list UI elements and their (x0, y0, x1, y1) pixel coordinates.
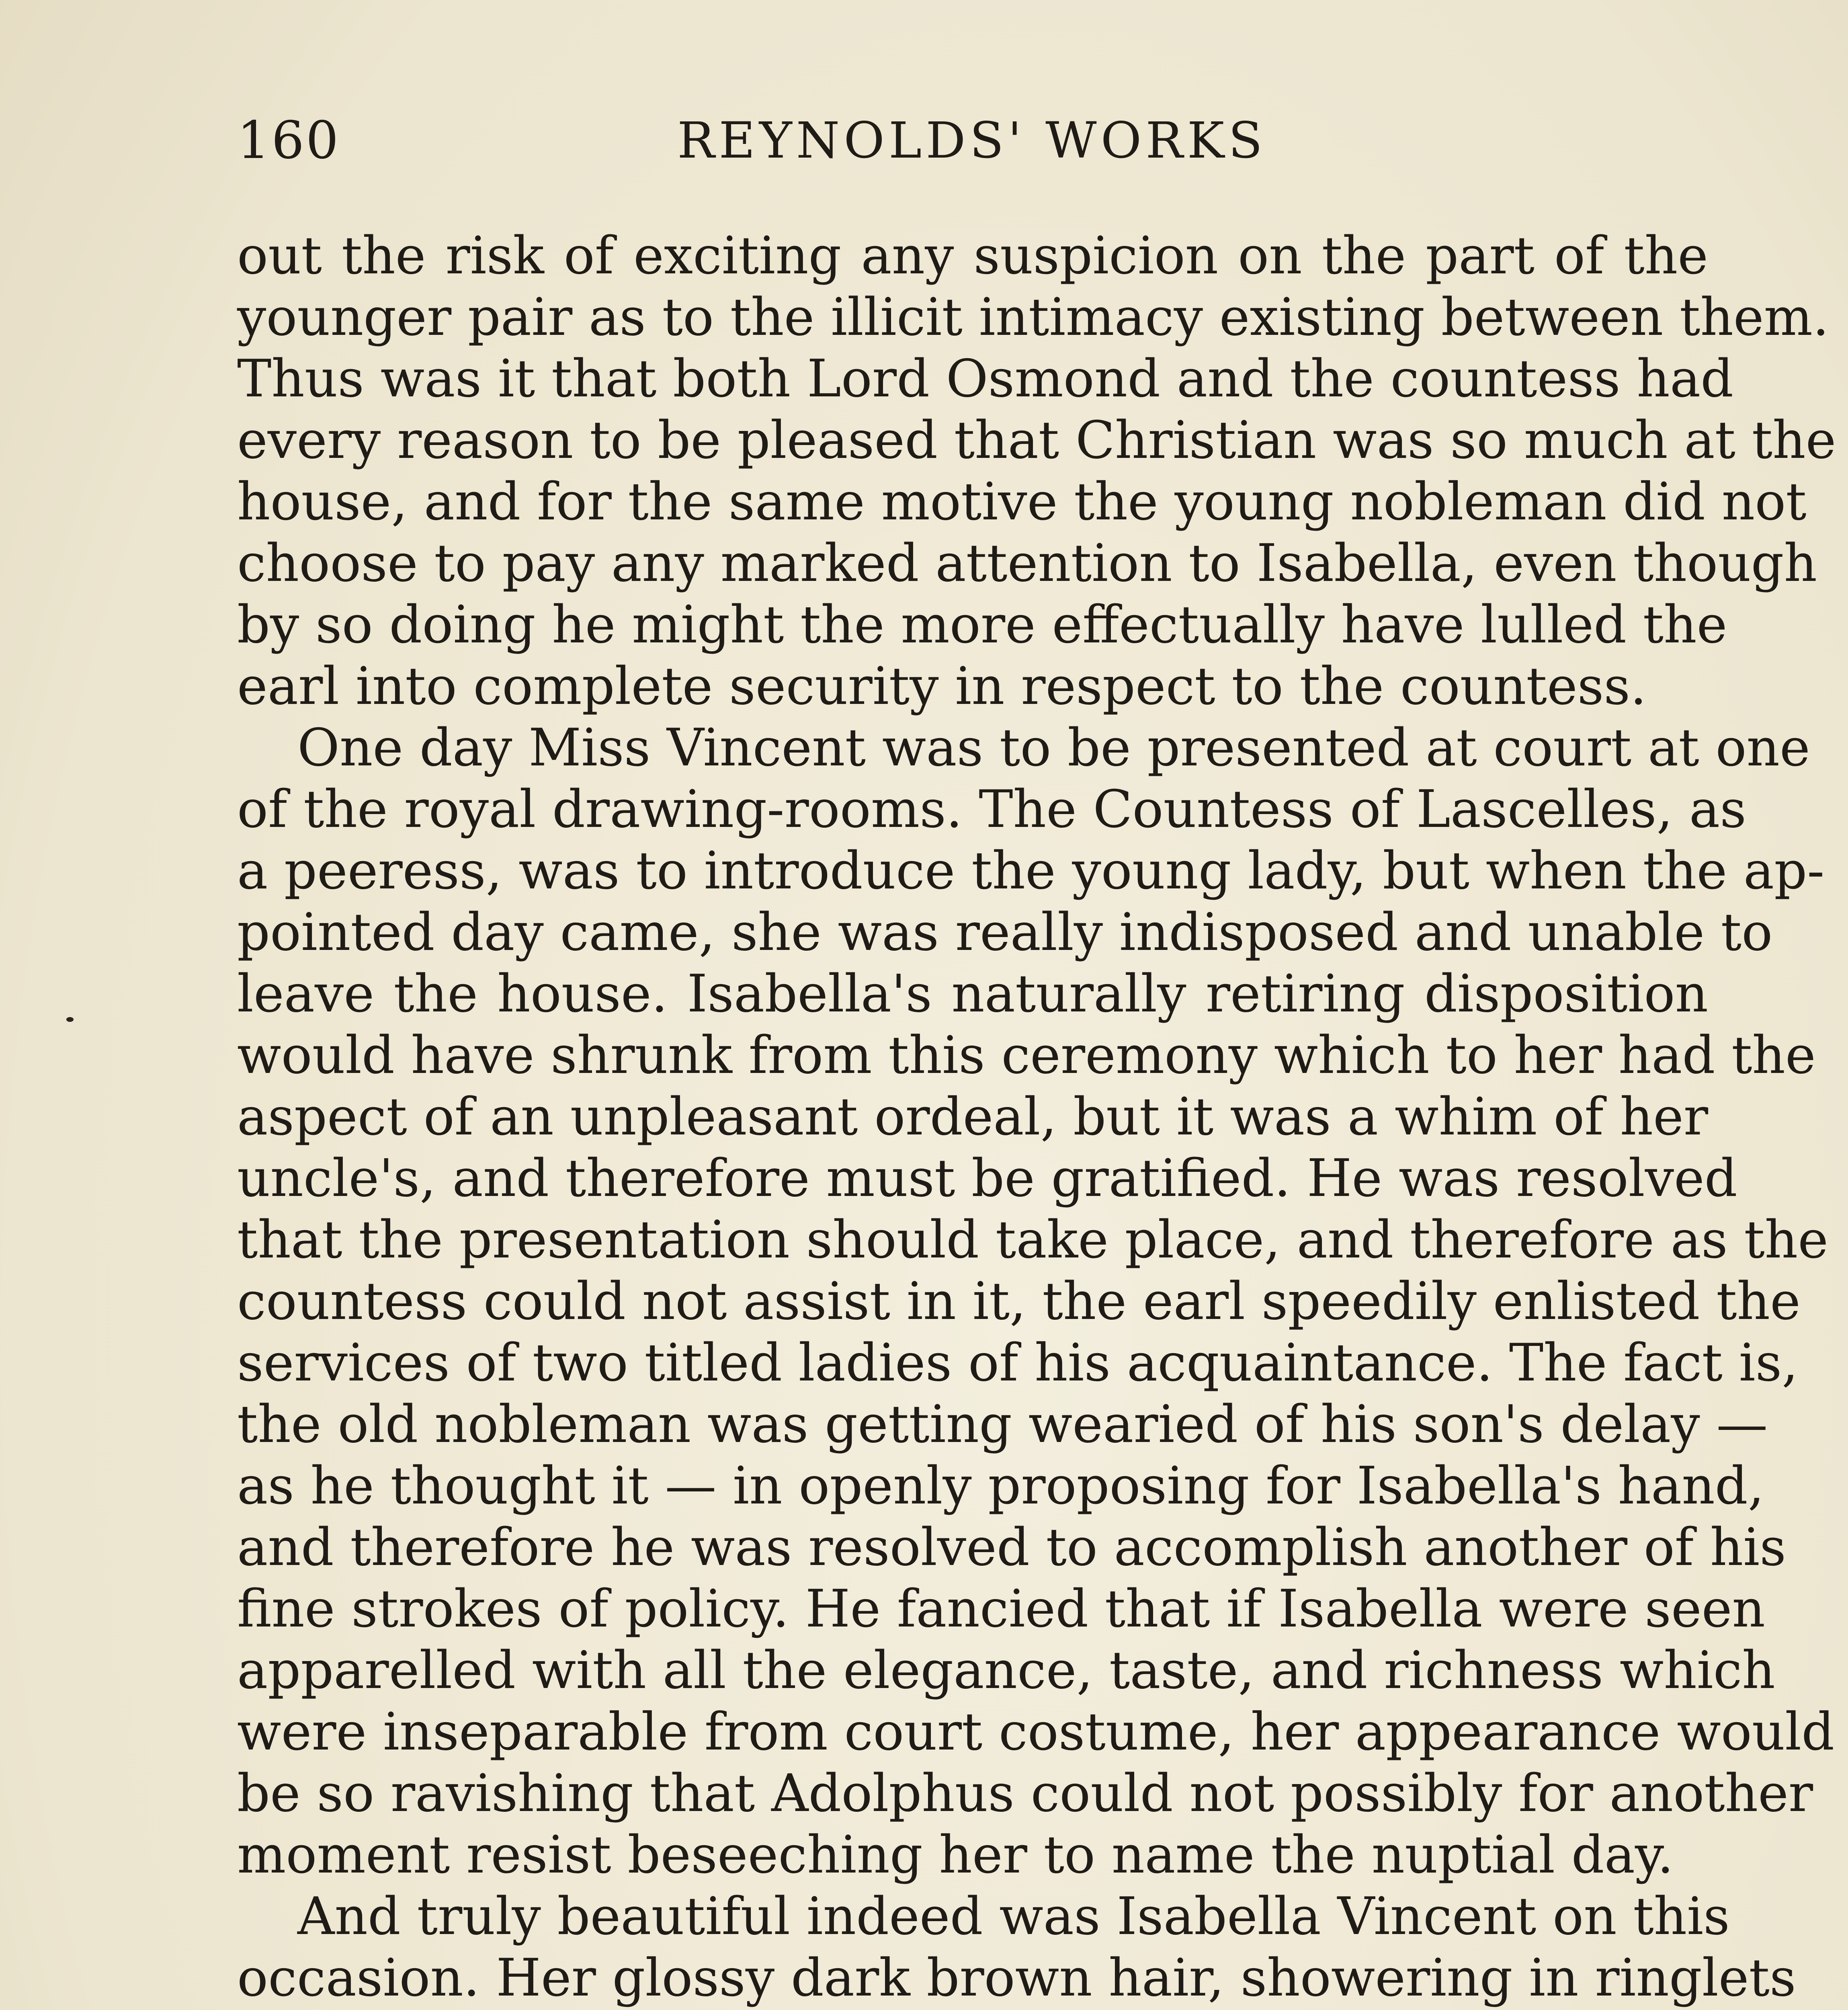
text-line: Thus was it that both Lord Osmond and the countess had (237, 349, 1734, 409)
text-line: the old nobleman was getting wearied of his son's delay — (237, 1395, 1768, 1454)
text-line: of the royal drawing-rooms. The Countess of Lascelles, as (237, 779, 1746, 839)
text-line: One day Miss Vincent was to be presented at court at one (297, 718, 1810, 778)
text-line: a peeress, was to introduce the young lady, but when the ap- (237, 841, 1825, 901)
text-line: countess could not assist in it, the earl speedily enlisted the (237, 1272, 1801, 1331)
text-line: earl into complete security in respect to the countess. (237, 656, 1647, 716)
text-line: were inseparable from court costume, her appearance would (237, 1702, 1835, 1762)
page-header (237, 109, 1708, 173)
text-line: be so ravishing that Adolphus could not possibly for another (237, 1764, 1813, 1823)
text-line: house, and for the same motive the young nobleman did not (237, 472, 1807, 532)
text-line: choose to pay any marked attention to Isabella, even though (237, 533, 1817, 593)
text-line: and therefore he was resolved to accomplish another of his (237, 1518, 1786, 1577)
text-line: would have shrunk from this ceremony which to her had the (237, 1026, 1816, 1085)
text-line: moment resist beseeching her to name the nuptial day. (237, 1825, 1674, 1885)
running-title: REYNOLDS' WORKS (677, 112, 1267, 170)
text-line: apparelled with all the elegance, taste, and richness which (237, 1641, 1775, 1700)
text-line: And truly beautiful indeed was Isabella Vincent on this (297, 1887, 1730, 1946)
text-line: out the risk of exciting any suspicion on the part of the (237, 226, 1708, 286)
text-line: as he thought it — in openly proposing for Isabella's hand, (237, 1456, 1764, 1516)
text-line: occasion. Her glossy dark brown hair, showering in ringlets (237, 1948, 1796, 2008)
text-line: services of two titled ladies of his acquaintance. The fact is, (237, 1333, 1798, 1393)
text-line: that the presentation should take place, and therefore as the (237, 1210, 1828, 1270)
text-line: aspect of an unpleasant ordeal, but it was a whim of her (237, 1087, 1708, 1147)
text-line: pointed day came, she was really indisposed and unable to (237, 902, 1773, 962)
text-line: uncle's, and therefore must be gratified. He was resolved (237, 1149, 1737, 1208)
text-line: every reason to be pleased that Christian was so much at the (237, 410, 1836, 470)
margin-speck (66, 1017, 74, 1022)
page-number: 160 (237, 111, 340, 170)
body-text (237, 225, 1836, 2010)
text-line: by so doing he might the more effectually have lulled the (237, 595, 1727, 655)
text-line: younger pair as to the illicit intimacy existing between them. (237, 287, 1829, 347)
text-line: fine strokes of policy. He fancied that if Isabella were seen (237, 1579, 1765, 1639)
text-line: leave the house. Isabella's naturally retiring disposition (237, 964, 1708, 1024)
